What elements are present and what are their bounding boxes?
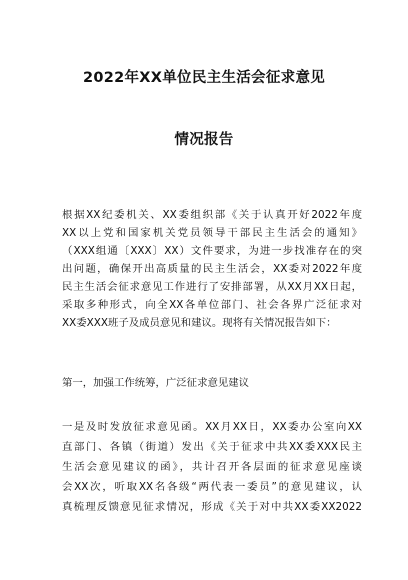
paragraph-line: 会XX次，听取XX名各级“两代表一委员”的意见建议，认 [62,481,362,493]
section-heading: 第一，加强工作统筹，广泛征求意见建议 [62,377,250,389]
paragraph-line: 生活会意见建议的函》，共计召开各层面的征求意见座谈 [62,461,362,473]
paragraph-line: XX委XXX班子及成员意见和建议。现将有关情况报告如下： [62,317,337,329]
paragraph-line: 根据XX纪委机关、XX委组织部《关于认真开好2022年度 [62,209,362,221]
paragraph-line: （XXX组通〔XXX〕XX）文件要求，为进一步找准存在的突 [62,245,362,257]
document-title-line-1: 2022年XX单位民主生活会征求意见 [82,70,326,86]
paragraph-line: XX以上党和国家机关党员领导干部民主生活会的通知》 [62,227,362,239]
paragraph-line: 出问题，确保开出高质量的民主生活会，XX委对2022年度 [62,263,362,275]
paragraph-line: 直部门、各镇（街道）发出《关于征求中共XX委XXX民主 [62,441,362,453]
paragraph-line: 真梳理反馈意见征求情况，形成《关于对中共XX委XX2022 [62,501,362,513]
paragraph-line: 采取多种形式，向全XX各单位部门、社会各界广泛征求对 [62,299,362,311]
document-title-line-2: 情况报告 [174,132,234,148]
paragraph-line: 一是及时发放征求意见函。XX月XX日，XX委办公室向XX [62,421,362,433]
paragraph-line: 民主生活会征求意见工作进行了安排部署，从XX月XX日起， [62,281,362,293]
